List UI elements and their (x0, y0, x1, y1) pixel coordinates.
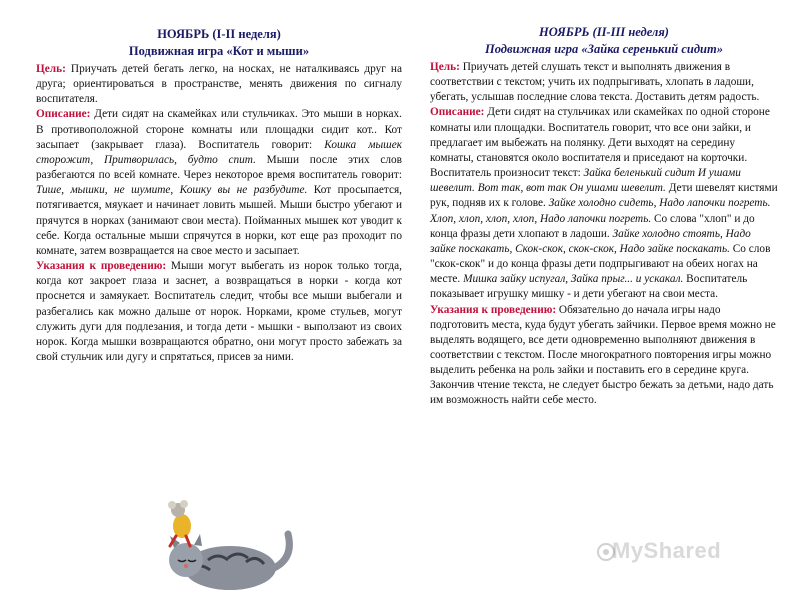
left-goal-label: Цель: (36, 63, 66, 75)
right-instr-label: Указания к проведению: (430, 303, 557, 316)
right-poem1: Зайка беленький сидит И ушами шевелит. Вот так, вот так Он ушами шевелит. (430, 167, 741, 195)
right-desc-text3: Со слова "хлоп" и до конца фразы дети хлопают в ладоши. (430, 212, 755, 240)
cat-and-mouse-illustration (150, 498, 300, 598)
right-instructions (430, 303, 778, 409)
left-instr-text: Мыши могут выбегать из норок только тогда, когда кот закроет глаза и заснет, а возвращаться в норки - когда кот проснется и замяукает. Воспитатель следит, чтобы все мыши выбегали и разбегались как можно дальше от норок. Норками, кроме стульев, могут служить дуги для подлезания, и тогда дети - мышки - выползают из своих норок. Когда мышки возвращаются обратно, они могут просто забежать за свой стульчик или дугу и спрятаться, присев за ними. (36, 260, 402, 363)
right-column (430, 24, 778, 409)
right-desc-text1: Дети сидят на стульчиках или скамейках по одной стороне комнаты или площадки. Воспитатель говорит, что все они зайки, и предлагает им выбежать на полянку. Дети выходят на середину комнаты, становятся около воспитателя и приседают на корточки. Воспитатель произносит текст: (430, 106, 770, 180)
left-column (36, 26, 402, 365)
right-instr-text: Обязательно до начала игры надо подготовить места, куда будут убегать зайчики. Первое время можно не выделять водящего, все дети одновременно выполняют движения в соответствии с текстом. После многократного повторения игры можно выделить ребенка на роль зайки и поставить его в середине круга. Закончив чтение текста, не следует быстро бежать за детьми, надо дать им возможность найти себе место. (430, 303, 776, 407)
left-desc-label: Описание: (36, 108, 91, 121)
left-poem2: Тише, мышки, не шумите, Кошку вы не разбудите. (36, 184, 308, 197)
left-poem1: Кошка мышек сторожит, Притворилась, будто спит. (36, 138, 402, 166)
right-poem2: Зайке холодно сидеть, Надо лапочки погреть. Хлоп, хлоп, хлоп, хлоп, Надо лапочки погреть. (430, 197, 771, 225)
mouse-icon (173, 514, 191, 538)
right-title-month: НОЯБРЬ (II-III неделя) (539, 25, 669, 39)
right-goal-label: Цель: (430, 61, 460, 73)
left-title-game: Подвижная игра «Кот и мыши» (128, 44, 310, 58)
right-goal (430, 60, 778, 105)
right-title-game: Подвижная игра «Зайка серенький сидит» (485, 42, 723, 56)
left-desc-text2: Мыши после этих слов разбегаются по всей комнате. Через некоторое время воспитатель говорит: (36, 153, 403, 182)
left-title-month: НОЯБРЬ (I-II неделя) (157, 27, 281, 41)
left-description (36, 107, 402, 259)
left-desc-text3: Кот просыпается, потягивается, мяукает и начинает ловить мышей. Мыши быстро убегают и прячутся в норках (занимают свои места). Пойманных мышек кот уводит к себе. Когда остальные мыши спрячутся в норки, кот еще раз проходит по комнате, затем возвращается на свое место и засыпает. (36, 184, 402, 257)
right-description (430, 105, 778, 302)
right-desc-label: Описание: (430, 106, 485, 119)
right-desc-text2: Дети шевелят кистями рук, подняв их к голове. (430, 182, 778, 210)
left-desc-text1: Дети сидят на скамейках или стульчиках. Это мыши в норках. В противоположной стороне комнаты или площадки сидит кот.. Кот засыпает (закрывает глаза). Воспитатель говорит: (36, 108, 402, 151)
left-goal (36, 62, 402, 107)
right-poem3: Зайке холодно стоять, Надо зайке поскакать, Скок-скок, скок-скок, Надо зайке поскакать. (430, 227, 751, 255)
right-goal-text: Приучать детей слушать текст и выполнять движения в соответствии с текстом; учить их подпрыгивать, хлопать в ладоши, убегать, услышав последние слова текста. Доставить детям радость. (430, 61, 760, 104)
right-poem4: Мишка зайку испугал, Зайка прыг... и ускакал. (463, 273, 684, 286)
watermark-text: MyShared (612, 538, 722, 563)
left-instructions (36, 259, 402, 365)
left-instr-label: Указания к проведению: (36, 260, 167, 273)
left-goal-text: Приучать детей бегать легко, на носках, не наталкиваясь друг на друга; ориентироваться в пространстве, менять движения по сигналу воспитателя. (36, 63, 402, 106)
right-desc-text5: Воспитатель показывает игрушку мишку - и дети убегают на свои места. (430, 273, 748, 301)
right-desc-text4: Со слов "скок-скок" и до конца фразы дети подпрыгивают на обеих ногах на месте. (430, 242, 771, 286)
